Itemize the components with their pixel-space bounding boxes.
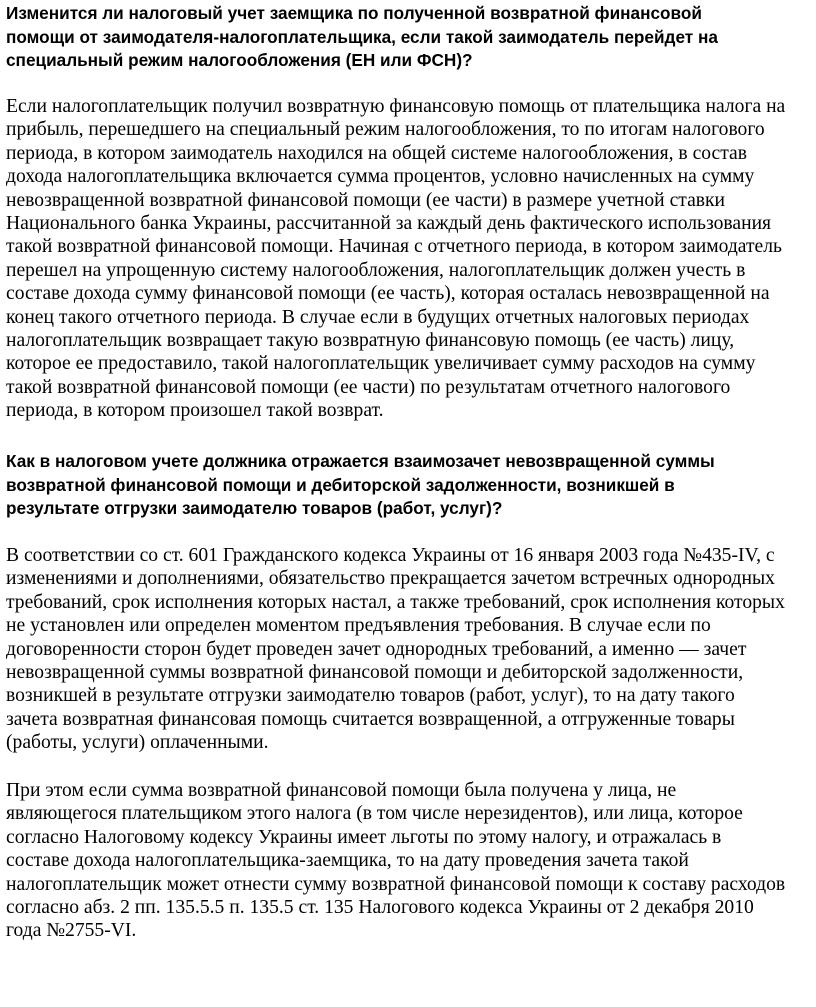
text-line: прибыль, перешедшего на специальный режим налогообложения, то по итогам налогового xyxy=(6,119,765,141)
text-line: Как в налоговом учете должника отражается взаимозачет невозвращенной суммы xyxy=(6,451,715,471)
text-line: перешел на упрощенную систему налогообложения, налогоплательщик должен учесть в xyxy=(6,259,746,281)
text-line: Национального банка Украины, рассчитанной за каждый день фактического использования xyxy=(6,213,772,235)
text-line: возвратной финансовой помощи и дебиторской задолженности, возникшей в xyxy=(6,474,675,495)
text-line: При этом если сумма возвратной финансовой помощи была получена у лица, не xyxy=(6,780,677,801)
text-line: изменениями и дополнениями, обязательство прекращается зачетом встречных однородных xyxy=(6,568,775,590)
question-heading-2 xyxy=(6,450,806,521)
text-line: Изменится ли налоговый учет заемщика по полученной возвратной финансовой xyxy=(6,3,702,23)
answer-paragraph-3 xyxy=(6,779,812,943)
text-line: договоренности сторон будет проведен зачет однородных требований, а именно — зачет xyxy=(6,638,747,660)
text-line: невозвращенной суммы возвратной финансовой помощи и дебиторской задолженности, xyxy=(6,662,744,684)
text-line: результате отгрузки заимодателю товаров (работ, услуг)? xyxy=(6,498,503,518)
text-line: требований, срок исполнения которых настал, а также требований, срок исполнения которых xyxy=(6,591,785,613)
text-line: согласно абз. 2 пп. 135.5.5 п. 135.5 ст. 135 Налогового кодекса Украины от 2 декабря 2010 xyxy=(6,897,754,919)
text-line: налогоплательщик возвращает такую возвратную финансовую помощь (ее часть) лицу, xyxy=(6,330,735,352)
text-line: помощи от заимодателя-налогоплательщика, если такой заимодатель перейдет на xyxy=(6,26,718,47)
text-line: такой возвратной финансовой помощи (ее части) по результатам отчетного налогового xyxy=(6,376,731,398)
text-line: возникшей в результате отгрузки заимодателю товаров (работ, услуг), то на дату такого xyxy=(6,685,735,707)
text-line: не установлен или определен моментом предъявления требования. В случае если по xyxy=(6,615,711,637)
text-line: являющегося плательщиком этого налога (в том числе нерезидентов), или лица, которое xyxy=(6,803,743,825)
text-line: Если налогоплательщик получил возвратную финансовую помощь от плательщика налога на xyxy=(6,96,786,117)
text-line: налогоплательщик может отнести сумму возвратной финансовой помощи к составу расходов xyxy=(6,873,786,895)
answer-paragraph-2 xyxy=(6,544,812,755)
text-line: периода, в котором заимодатель находился на общей системе налогообложения, в состав xyxy=(6,142,748,164)
text-line: согласно Налоговому кодексу Украины имеет льготы по этому налогу, и отражалась в xyxy=(6,826,722,848)
text-line: В соответствии со ст. 601 Гражданского кодекса Украины от 16 января 2003 года №435-IV, с xyxy=(6,545,775,566)
text-line: которое ее предоставило, такой налогоплательщик увеличивает сумму расходов на сумму xyxy=(6,353,756,375)
text-line: невозвращенной возвратной финансовой помощи (ее части) в размере учетной ставки xyxy=(6,189,726,211)
text-line: периода, в котором произошел такой возврат. xyxy=(6,400,384,422)
text-line: составе дохода сумму финансовой помощи (ее часть), которая осталась невозвращенной на xyxy=(6,283,770,305)
text-line: составе дохода налогоплательщика-заемщика, то на дату проведения зачета такой xyxy=(6,850,689,872)
text-line: (работы, услуги) оплаченными. xyxy=(6,732,269,754)
answer-paragraph-1 xyxy=(6,95,812,423)
text-line: такой возвратной финансовой помощи. Начиная с отчетного периода, в котором заимодатель xyxy=(6,236,782,258)
text-line: года №2755-VI. xyxy=(6,920,137,942)
text-line: конец такого отчетного периода. В случае если в будущих отчетных налоговых периодах xyxy=(6,306,750,328)
text-line: дохода налогоплательщика включается сумма процентов, условно начисленных на сумму xyxy=(6,166,755,188)
text-line: зачета возвратная финансовая помощь считается возвращенной, а отгруженные товары xyxy=(6,708,735,730)
question-heading-1 xyxy=(6,2,806,73)
text-line: специальный режим налогообложения (ЕН или ФСН)? xyxy=(6,50,473,70)
